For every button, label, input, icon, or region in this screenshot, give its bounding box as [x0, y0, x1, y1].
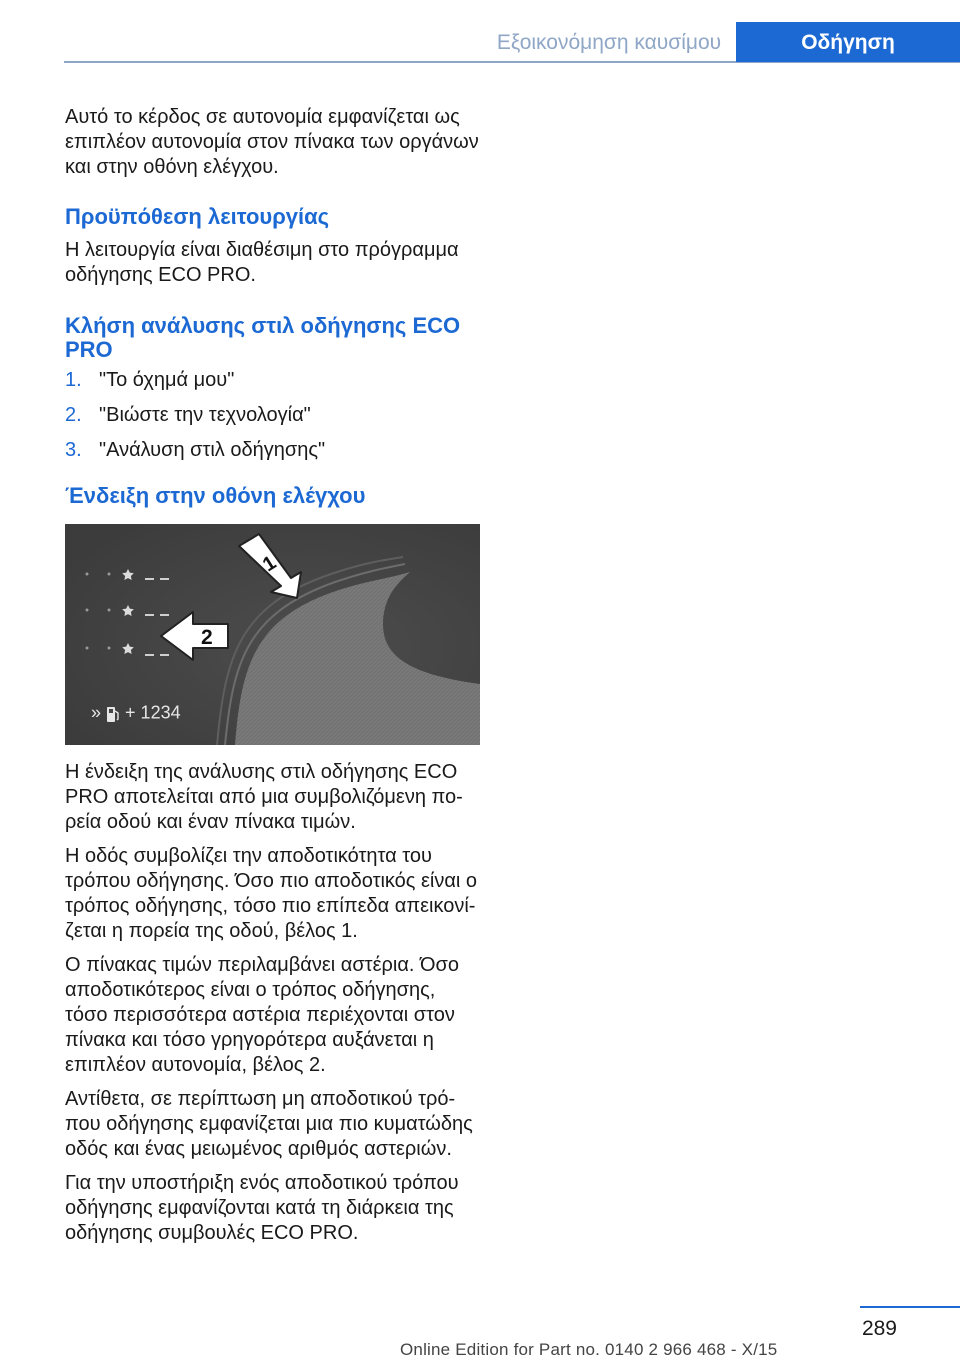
step-text: "Το όχημά μου"	[99, 369, 235, 391]
body-paragraph: Η ένδειξη της ανάλυσης στιλ οδήγησης ECO PRO αποτελείται από μια συμβολιζόμενη πο‐ ρεία οδού και έναν πίνακα τιμών.	[65, 761, 463, 833]
body-paragraph: Αντίθετα, σε περίπτωση μη αποδοτικού τρό‐ που οδήγησης εμφανίζεται μια πιο κυματώδης οδός και ένας μειωμένος αριθμός αστεριών.	[65, 1088, 473, 1160]
header-section-title: Εξοικονόμηση καυσίμου	[496, 31, 722, 54]
list-item	[65, 398, 481, 433]
table-dot	[108, 647, 111, 650]
dash	[160, 578, 169, 580]
table-dot	[108, 573, 111, 576]
table-dot	[108, 609, 111, 612]
body-paragraph: Ο πίνακας τιμών περιλαμβάνει αστέρια. Όσο αποδοτικότερος είναι ο τρόπος οδήγησης, τόσο περισσότερα αστέρια περιέχονται στον πίνακα και τόσο γρηγορότερα αυξάνεται η επιπλέον αυτονομία, βέλος 2.	[65, 954, 459, 1076]
list-item	[65, 363, 481, 398]
section-heading: Ένδειξη στην οθόνη ελέγχου	[65, 483, 366, 508]
arrow-2-label: 2	[201, 626, 213, 649]
range-readout	[91, 698, 181, 724]
section-requirement	[65, 205, 481, 288]
dash	[160, 614, 169, 616]
steps-list	[65, 363, 481, 468]
dash	[145, 578, 154, 580]
section-heading: Προϋπόθεση λειτουργίας	[65, 204, 330, 229]
readout-prefix: »	[91, 702, 102, 723]
footer-rule	[860, 1306, 960, 1308]
step-number: 3.	[65, 439, 82, 461]
arrow-1-label: 1	[258, 551, 281, 577]
header-chapter-tab: Οδήγηση	[736, 22, 960, 62]
list-item	[65, 433, 481, 468]
eco-pro-display-figure	[65, 524, 480, 745]
step-number: 1.	[65, 369, 82, 391]
step-text: "Ανάλυση στιλ οδήγησης"	[99, 439, 326, 461]
intro-block	[65, 105, 481, 180]
dash	[145, 614, 154, 616]
section-display-body	[65, 760, 481, 1246]
table-dot	[86, 573, 89, 576]
dash	[160, 654, 169, 656]
table-dot	[86, 647, 89, 650]
edition-note: Online Edition for Part no. 0140 2 966 468 - X/15	[400, 1340, 778, 1359]
readout-value: + 1234	[125, 702, 181, 723]
section-call-analysis	[65, 314, 481, 468]
fuel-pump-icon	[106, 702, 125, 722]
page-number: 289	[861, 1317, 897, 1340]
step-number: 2.	[65, 404, 82, 426]
table-dot	[86, 609, 89, 612]
body-paragraph: Για την υποστήριξη ενός αποδοτικού τρόπου οδήγησης εμφανίζονται κατά τη διάρκεια της οδήγησης συμβουλές ECO PRO.	[65, 1172, 459, 1244]
section-heading: Κλήση ανάλυσης στιλ οδήγησης ECO PRO	[65, 313, 461, 362]
step-text: "Βιώστε την τεχνολογία"	[99, 404, 311, 426]
intro-paragraph: Αυτό το κέρδος σε αυτονομία εμφανίζεται ως επιπλέον αυτονομία στον πίνακα των οργάνων και στην οθόνη ελέγχου.	[65, 106, 479, 178]
dash	[145, 654, 154, 656]
section-display-heading-block	[65, 484, 481, 508]
body-paragraph: Η οδός συμβολίζει την αποδοτικότητα του τρόπου οδήγησης. Όσο πιο αποδοτικός είναι ο τρόπος οδήγησης, τόσο πιο επίπεδα απεικονί‐ ζεται η πορεία της οδού, βέλος 1.	[65, 845, 478, 942]
section-paragraph: Η λειτουργία είναι διαθέσιμη στο πρόγραμμα οδήγησης ECO PRO.	[65, 239, 459, 286]
